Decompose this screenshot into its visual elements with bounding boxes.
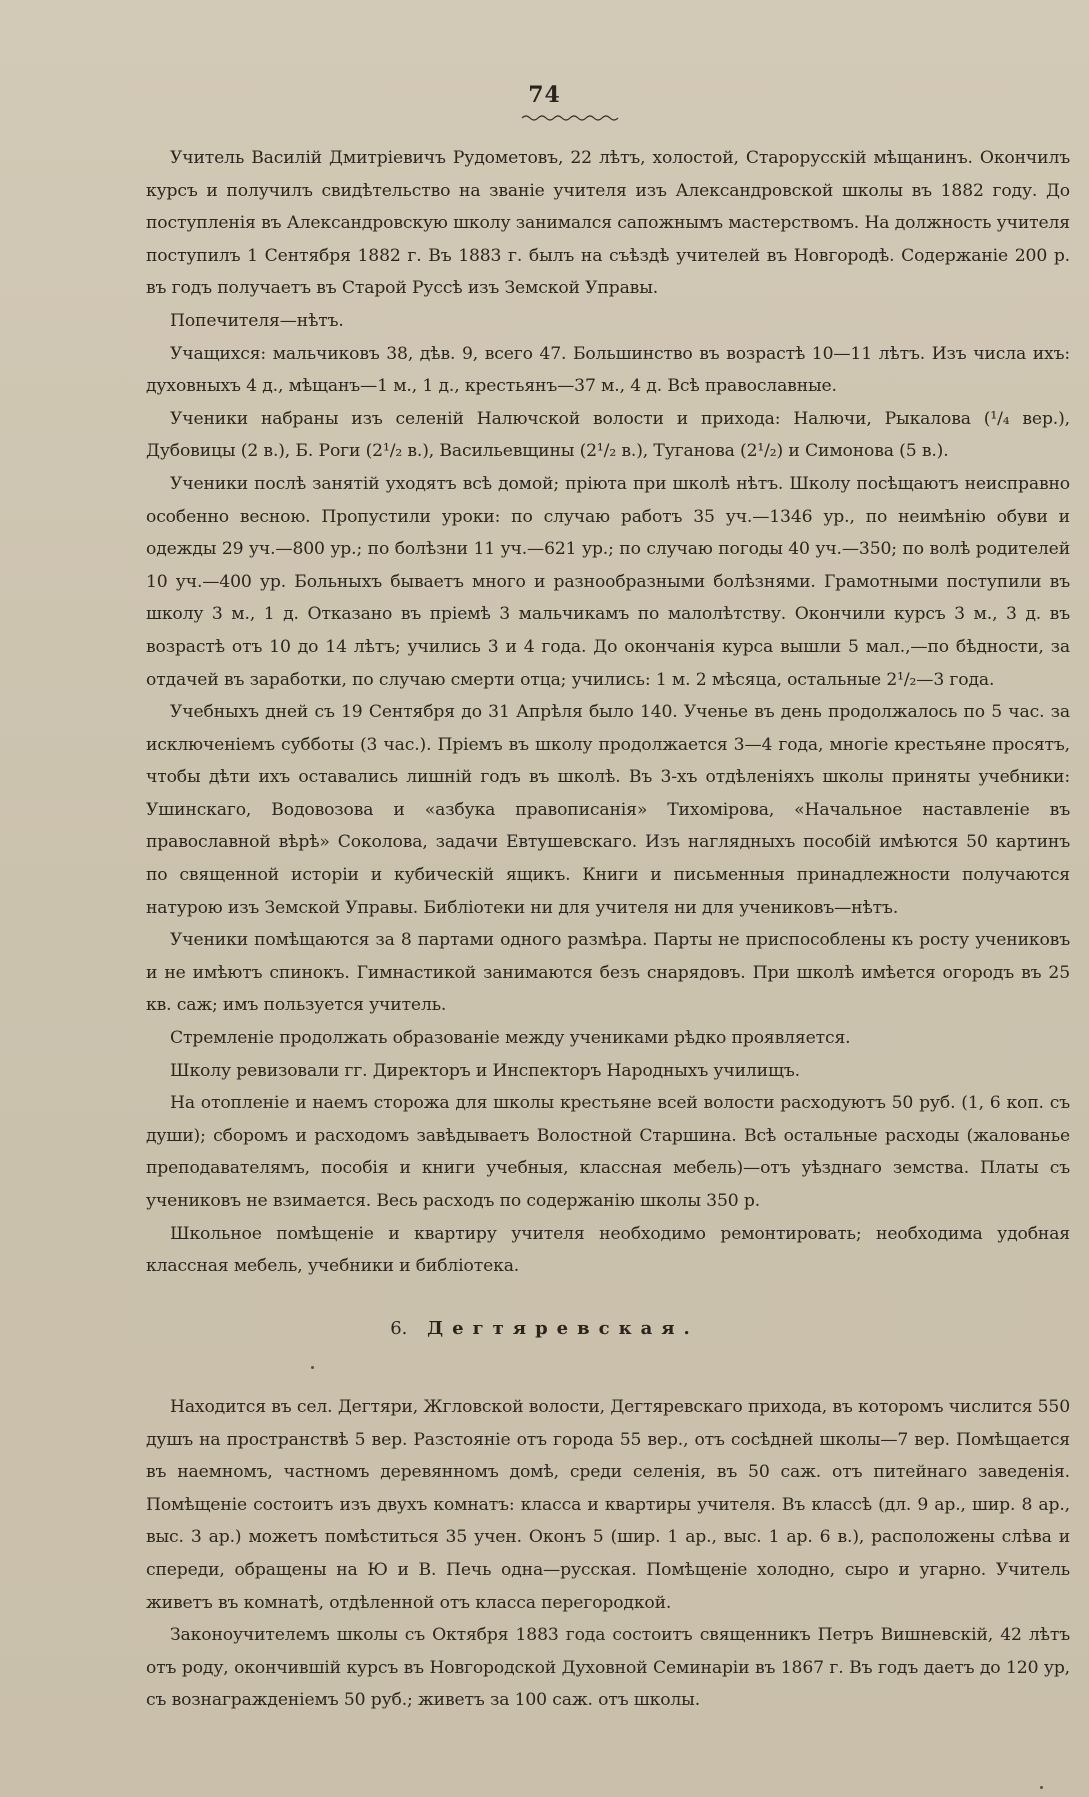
paragraph-inspection: Школу ревизовали гг. Директоръ и Инспекторъ Народныхъ училищъ. bbox=[170, 1060, 800, 1081]
paragraph-expenses: На отопленіе и наемъ сторожа для школы крестьяне всей волости расходуютъ 50 руб. (1, 6 коп. съ души); сборомъ и расходомъ завѣдываетъ Волостной Старшина. Всѣ остальные расходы (жалованье преподавателямъ, пособія и книги учебныя, классная мебель)—отъ уѣзднаго земства. Платы съ учениковъ не взимается. Весь расходъ по содержанію школы 350 р. bbox=[146, 1093, 1070, 1211]
speck-mark bbox=[311, 1366, 314, 1369]
paragraph-students: Учащихся: мальчиковъ 38, дѣв. 9, всего 47. Большинство въ возрастѣ 10—11 лѣтъ. Изъ числа ихъ: духовныхъ 4 д., мѣщанъ—1 м., 1 д., крестьянъ—37 м., 4 д. Всѣ православные. bbox=[146, 343, 1070, 397]
section-degtyarevskaya bbox=[146, 1391, 1070, 1717]
paragraph-teacher: Учитель Василій Дмитріевичъ Рудометовъ, 22 лѣтъ, холостой, Старорусскій мѣщанинъ. Окончилъ курсъ и получилъ свидѣтельство на званіе учителя изъ Александровской школы въ 1882 году. До поступленія въ Александровскую школу занимался сапожнымъ мастерствомъ. На должность учителя поступилъ 1 Сентября 1882 г. Въ 1883 г. былъ на съѣздѣ учителей въ Новгородѣ. Содержаніе 200 р. въ годъ получаетъ въ Старой Руссѣ изъ Земской Управы. bbox=[146, 148, 1070, 299]
paragraph-trustees: Попечителя—нѣтъ. bbox=[170, 310, 344, 331]
section-heading bbox=[0, 1318, 1089, 1339]
paragraph-attendance: Ученики послѣ занятій уходятъ всѣ домой; пріюта при школѣ нѣтъ. Школу посѣщаютъ неисправно особенно весною. Пропустили уроки: по случаю работъ 35 уч.—1346 ур., по неимѣнію обуви и одежды 29 уч.—800 ур.; по болѣзни 11 уч.—621 ур.; по случаю погоды 40 уч.—350; по волѣ родителей 10 уч.—400 ур. Больныхъ бываетъ много и разнообразными болѣзнями. Грамотными поступили въ школу 3 м., 1 д. Отказано въ пріемѣ 3 мальчикамъ по малолѣтству. Окончили курсъ 3 м., 3 д. въ возрастѣ отъ 10 до 14 лѣтъ; учились 3 и 4 года. До окончанія курса вышли 5 мал.,—по бѣдности, за отдачей въ заработки, по случаю смерти отца; учились: 1 м. 2 мѣсяца, остальные 2¹/₂—3 года. bbox=[146, 473, 1070, 690]
speck-mark bbox=[1040, 1786, 1043, 1789]
paragraph-religion-teacher: Законоучителемъ школы съ Октября 1883 года состоитъ священникъ Петръ Вишневскій, 42 лѣтъ отъ роду, окончившій курсъ въ Новгородской Духовной Семинаріи въ 1867 г. Въ годъ даетъ до 120 ур, съ вознагражденіемъ 50 руб.; живетъ за 100 саж. отъ школы. bbox=[146, 1625, 1070, 1711]
paragraph-aspiration: Стремленіе продолжать образованіе между учениками рѣдко проявляется. bbox=[170, 1028, 851, 1049]
paragraph-study-days: Учебныхъ дней съ 19 Сентября до 31 Апрѣля было 140. Ученье въ день продолжалось по 5 час. за исключеніемъ субботы (3 час.). Пріемъ въ школу продолжается 3—4 года, многіе крестьяне просятъ, чтобы дѣти ихъ оставались лишній годъ въ школѣ. Въ 3-хъ отдѣленіяхъ школы приняты учебники: Ушинскаго, Водовозова и «азбука правописанія» Тихомірова, «Начальное наставленіе въ православной вѣрѣ» Соколова, задачи Евтушевскаго. Изъ наглядныхъ пособій имѣются 50 картинъ по священной исторіи и кубическій ящикъ. Книги и письменныя принадлежности получаются натурою изъ Земской Управы. Библіотеки ни для учителя ни для учениковъ—нѣтъ. bbox=[146, 702, 1070, 918]
section-heading-number: 6. bbox=[390, 1318, 408, 1339]
paragraph-villages: Ученики набраны изъ селеній Налючской волости и прихода: Налючи, Рыкалова (¹/₄ вер.), Дубовицы (2 в.), Б. Роги (2¹/₂ в.), Васильевщины (2¹/₂ в.), Туганова (2¹/₂) и Симонова (5 в.). bbox=[146, 408, 1070, 462]
page-number: 74 bbox=[528, 82, 561, 108]
paragraph-location: Находится въ сел. Дегтяри, Жгловской волости, Дегтяревскаго прихода, въ которомъ числится 550 душъ на пространствѣ 5 вер. Разстояніе отъ города 55 вер., отъ сосѣдней школы—7 вер. Помѣщается въ наемномъ, частномъ деревянномъ домѣ, среди селенія, въ 50 саж. отъ питейнаго заведенія. Помѣщеніе состоитъ изъ двухъ комнатъ: класса и квартиры учителя. Въ классѣ (дл. 9 ар., шир. 8 ар., выс. 3 ар.) можетъ помѣститься 35 учен. Оконъ 5 (шир. 1 ар., выс. 1 ар. 6 в.), расположены слѣва и спереди, обращены на Ю и В. Печь одна—русская. Помѣщеніе холодно, сыро и угарно. Учитель живетъ въ комнатѣ, отдѣленной отъ класса перегородкой. bbox=[146, 1397, 1070, 1613]
section-aleksandrovskaya-continued bbox=[146, 142, 1070, 1283]
paragraph-desks: Ученики помѣщаются за 8 партами одного размѣра. Парты не приспособлены къ росту учениковъ и не имѣютъ спинокъ. Гимнастикой занимаются безъ снарядовъ. При школѣ имѣется огородъ въ 25 кв. саж; имъ пользуется учитель. bbox=[146, 930, 1070, 1016]
wavy-rule-ornament bbox=[520, 112, 620, 124]
paragraph-repairs: Школьное помѣщеніе и квартиру учителя необходимо ремонтировать; необходима удобная классная мебель, учебники и библіотека. bbox=[146, 1223, 1070, 1277]
section-heading-title: Дегтяревская. bbox=[427, 1318, 699, 1339]
